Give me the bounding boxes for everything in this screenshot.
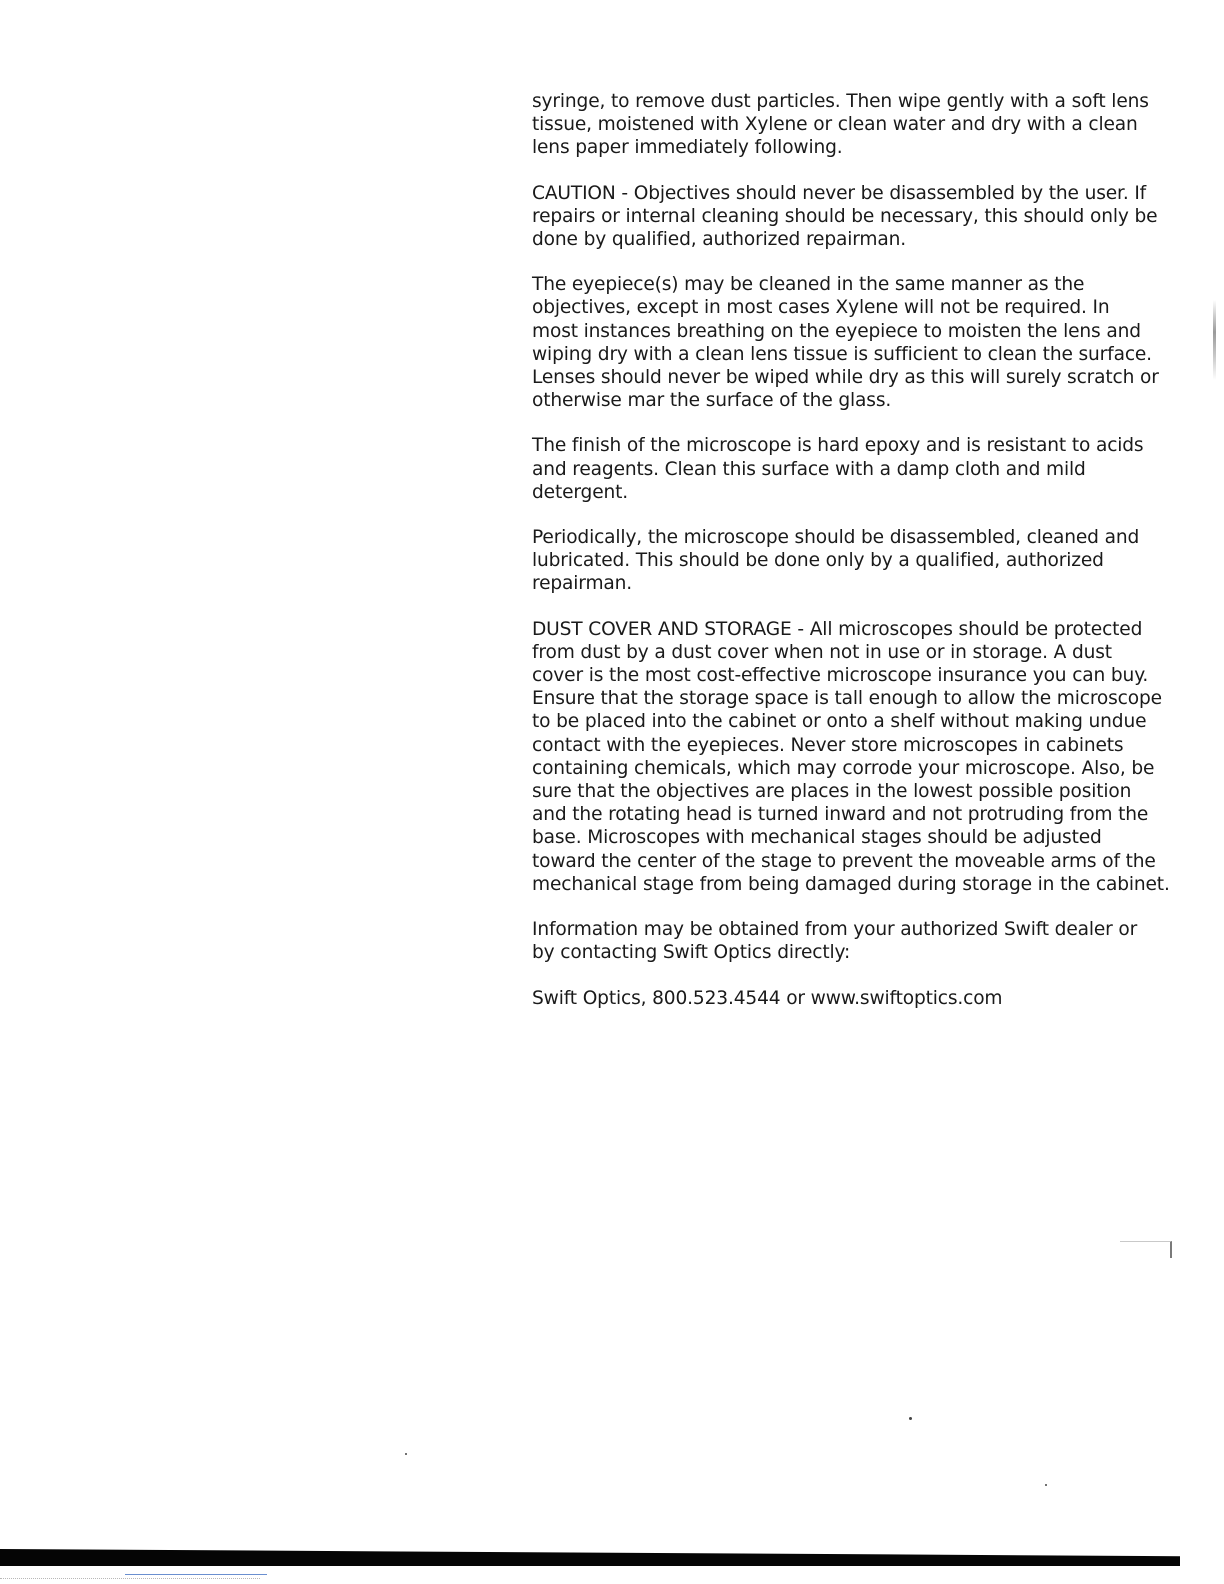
paragraph-finish: The finish of the microscope is hard epoxy and is resistant to acids and reagents. Clean this surface with a damp cloth and mild detergent.	[532, 435, 1144, 503]
scan-corner-mark	[1120, 1241, 1172, 1258]
paragraph-eyepiece-cleaning: The eyepiece(s) may be cleaned in the same manner as the objectives, except in most cases Xylene will not be required. In most instances breathing on the eyepiece to moisten the lens and wiping dry with a clean lens tissue is sufficient to clean the surface. Lenses should never be wiped while dry as this will surely scratch or otherwise mar the surface of the glass.	[532, 274, 1159, 412]
paragraph-maintenance: Periodically, the microscope should be disassembled, cleaned and lubricated. This should be done only by a qualified, authorized repairman.	[532, 527, 1140, 595]
scan-dotted-line	[0, 1578, 260, 1579]
scan-blue-rule	[125, 1574, 267, 1575]
scan-speck	[405, 1453, 407, 1455]
scan-speck	[909, 1417, 912, 1420]
text-column	[532, 90, 1172, 1010]
paragraph-caution: CAUTION - Objectives should never be disassembled by the user. If repairs or internal cleaning should be necessary, this should only be done by qualified, authorized repairman.	[532, 182, 1158, 251]
paragraph-lens-cleaning: syringe, to remove dust particles. Then wipe gently with a soft lens tissue, moistened with Xylene or clean water and dry with a clean lens paper immediately following.	[532, 91, 1149, 159]
scan-speck	[1045, 1484, 1047, 1486]
scan-edge-mark	[1213, 300, 1216, 380]
contact-line: Swift Optics, 800.523.4544 or www.swiftoptics.com	[532, 987, 1003, 1009]
scan-bottom-margin	[0, 1566, 1224, 1584]
paragraph-dust-cover-storage: DUST COVER AND STORAGE - All microscopes should be protected from dust by a dust cover when not in use or in storage. A dust cover is the most cost-effective microscope insurance you can buy. Ensure that the storage space is tall enough to allow the microscope to be placed into the cabinet or onto a shelf without making undue contact with the eyepieces. Never store microscopes in cabinets containing chemicals, which may corrode your microscope. Also, be sure that the objectives are places in the lowest possible position and the rotating head is turned inward and not protruding from the base. Microscopes with mechanical stages should be adjusted toward the center of the stage to prevent the moveable arms of the mechanical stage from being damaged during storage in the cabinet.	[532, 618, 1170, 895]
paragraph-information: Information may be obtained from your authorized Swift dealer or by contacting Swift Optics directly:	[532, 919, 1138, 964]
